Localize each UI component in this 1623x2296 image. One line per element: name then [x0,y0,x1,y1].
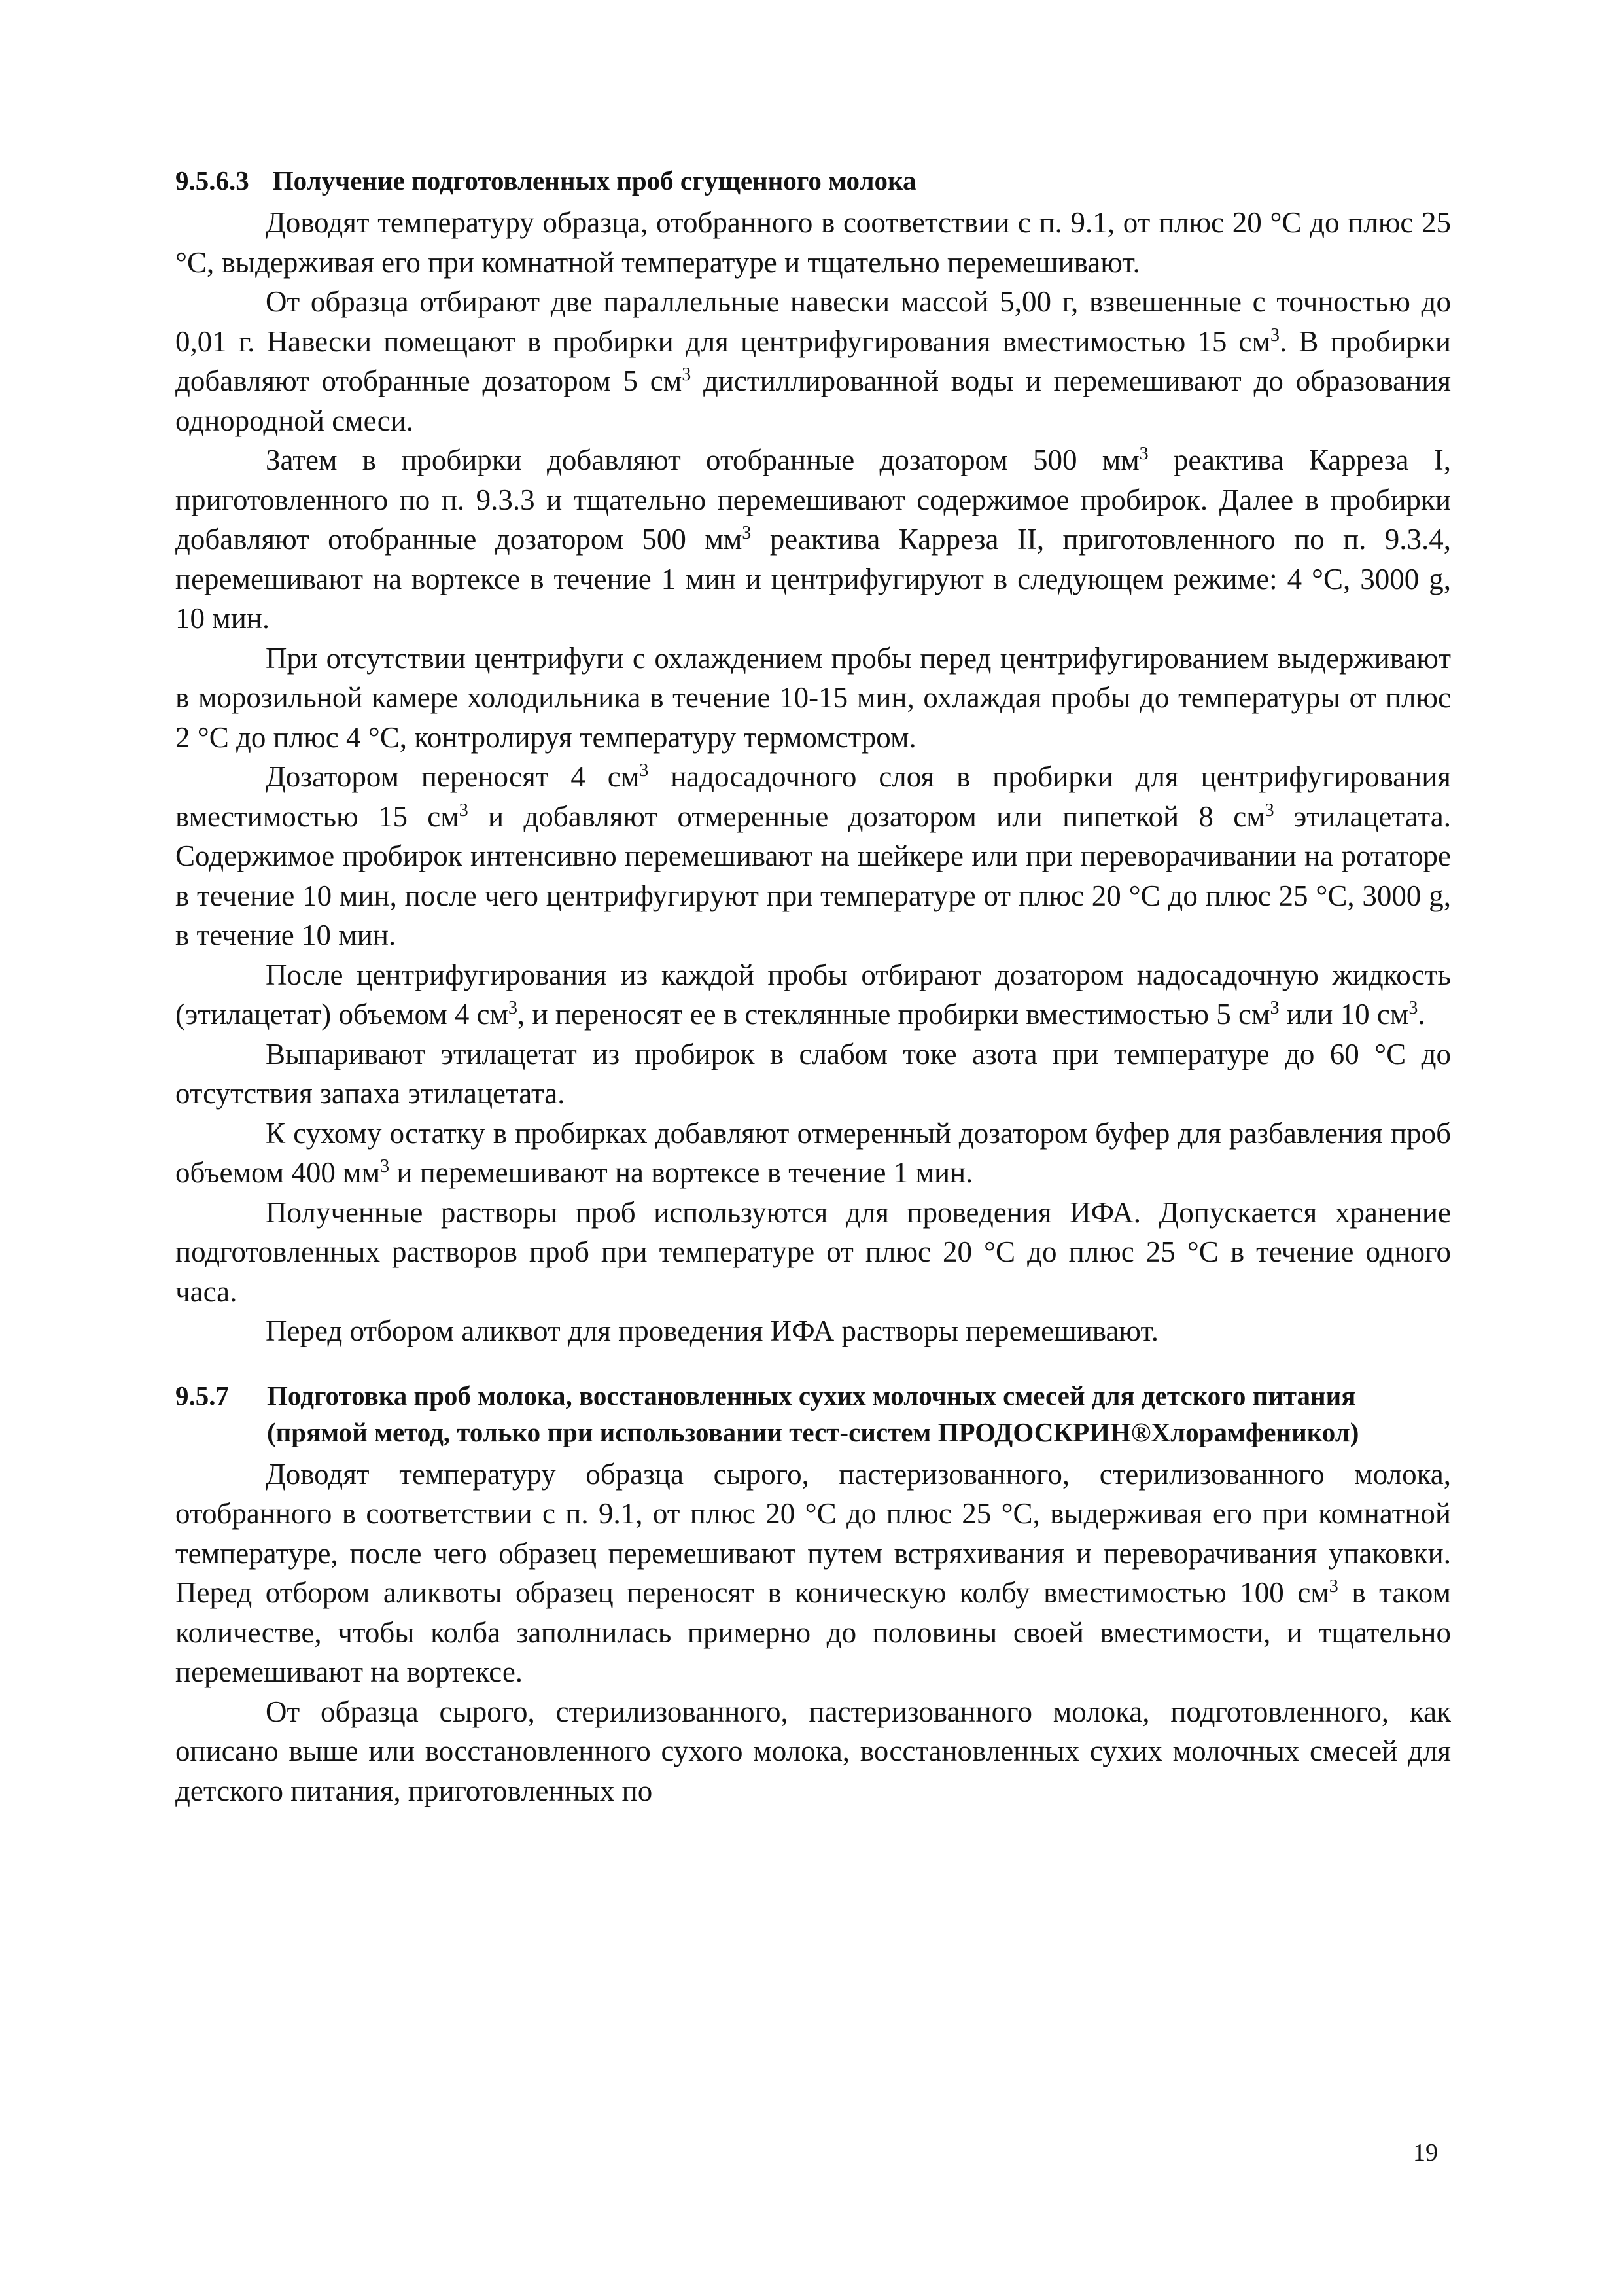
paragraph-text: и перемешивают на вортексе в течение 1 мин. [389,1156,973,1189]
section-heading-9-5-7 [175,1377,1451,1451]
superscript: 3 [742,523,752,543]
paragraph [175,955,1451,1034]
paragraph-text: надосадочного слоя в пробирки для центрифугирования вместимостью 15 см [175,760,1451,833]
superscript: 3 [1329,1576,1338,1597]
section-gap [175,1351,1451,1377]
paragraph-text: От образца сырого, стерилизованного, пастеризованного молока, подготовленного, как описано выше или восстановленного сухого молока, восстановленных сухих молочных смесей для детского питания, приготовленных по [175,1695,1451,1807]
superscript: 3 [459,800,468,821]
document-page [175,162,1451,1810]
paragraph-text: , и переносят ее в стеклянные пробирки вместимостью 5 см [517,998,1270,1031]
paragraph [175,1455,1451,1692]
paragraph [175,1114,1451,1193]
paragraph-text: этилацетата. Содержимое пробирок интенсивно перемешивают на шейкере или при переворачивании на ротаторе в течение 10 мин, после чего центрифугируют при температуре от плюс 20 °С до плюс 25 °С, 3000 g, в течение 10 мин. [175,800,1451,951]
superscript: 3 [1265,800,1274,821]
paragraph [175,1034,1451,1114]
paragraph-text: При отсутствии центрифуги с охлаждением пробы перед центрифугированием выдерживают в морозильной камере холодильника в течение 10-15 мин, охлаждая пробы до температуры от плюс 2 °С до плюс 4 °С, контролируя температуру термомстром. [175,641,1451,754]
paragraph-text: в таком количестве, чтобы колба заполнилась примерно до половины своей вместимости, и тщательно перемешивают на вортексе. [175,1576,1451,1688]
paragraph-text: Выпаривают этилацетат из пробирок в слабом токе азота при температуре до 60 °С до отсутствия запаха этилацетата. [175,1037,1451,1110]
paragraph-text: или 10 см [1279,998,1409,1031]
paragraph [175,1311,1451,1351]
paragraph-text: и добавляют отмеренные дозатором или пипеткой 8 см [468,800,1265,833]
superscript: 3 [682,364,691,385]
paragraph-text: дистиллированной воды и перемешивают до образования однородной смеси. [175,364,1452,437]
paragraph [175,639,1451,758]
superscript: 3 [508,998,518,1018]
section-title: Подготовка проб молока, восстановленных сухих молочных смесей для детского питания (прямой метод, только при использовании тест-систем ПРОДОСКРИН®Хлорамфеникол) [267,1380,1359,1447]
paragraph [175,757,1451,955]
paragraph-text: Доводят температуру образца сырого, пастеризованного, стерилизованного молока, отобранного в соответствии с п. 9.1, от плюс 20 °С до плюс 25 °С, выдерживая его при комнатной температуре, после чего образец перемешивают путем встряхивания и переворачивания упаковки. Перед отбором аликвоты образец переносят в коническую колбу вместимостью 100 см [175,1457,1451,1609]
superscript: 3 [639,760,649,781]
paragraph [175,203,1451,282]
paragraph-text: После центрифугирования из каждой пробы отбирают дозатором надосадочную жидкость (этилацетат) объемом 4 см [175,958,1451,1031]
paragraph-text: реактива Карреза I, приготовленного по п. 9.3.3 и тщательно перемешивают содержимое пробирок. Далее в пробирки добавляют отобранные дозатором 500 мм [175,444,1452,556]
superscript: 3 [380,1156,390,1176]
paragraph-text: Затем в пробирки добавляют отобранные дозатором 500 мм [266,444,1140,476]
superscript: 3 [1270,325,1280,345]
paragraph-text: Перед отбором аликвот для проведения ИФА растворы перемешивают. [266,1315,1159,1347]
page-number: 19 [1413,2139,1438,2166]
paragraph [175,282,1451,440]
paragraph [175,1692,1451,1811]
paragraph-text: реактива Карреза II, приготовленного по п. 9.3.4, перемешивают на вортексе в течение 1 мин и центрифугируют в следующем режиме: 4 °С, 3000 g, 10 мин. [175,523,1451,635]
paragraph [175,440,1451,639]
paragraph-text: Полученные растворы проб используются для проведения ИФА. Допускается хранение подготовленных растворов проб при температуре от плюс 20 °С до плюс 25 °С в течение одного часа. [175,1195,1451,1308]
paragraph-text: К сухому остатку в пробирках добавляют отмеренный дозатором буфер для разбавления проб объемом 400 мм [175,1116,1451,1189]
section-title: Получение подготовленных проб сгущенного молока [272,166,916,196]
section-number: 9.5.6.3 [175,166,249,196]
superscript: 3 [1408,998,1418,1018]
paragraph-text: Доводят температуру образца, отобранного в соответствии с п. 9.1, от плюс 20 °С до плюс 25 °С, выдерживая его при комнатной температуре и тщательно перемешивают. [175,206,1451,279]
paragraph [175,1193,1451,1312]
section-body-9-5-6-3 [175,203,1451,1351]
superscript: 3 [1270,998,1280,1018]
section-heading-9-5-6-3 [175,162,1451,199]
paragraph-text: . [1418,998,1425,1031]
paragraph-text: Дозатором переносят 4 см [266,760,640,793]
paragraph-text: . В пробирки добавляют отобранные дозатором 5 см [175,325,1452,397]
superscript: 3 [1139,444,1149,464]
section-number: 9.5.7 [175,1380,229,1411]
section-body-9-5-7 [175,1455,1451,1811]
paragraph-text: От образца отбирают две параллельные навески массой 5,00 г, взвешенные с точностью до 0,01 г. Навески помещают в пробирки для центрифугирования вместимостью 15 см [175,285,1451,358]
